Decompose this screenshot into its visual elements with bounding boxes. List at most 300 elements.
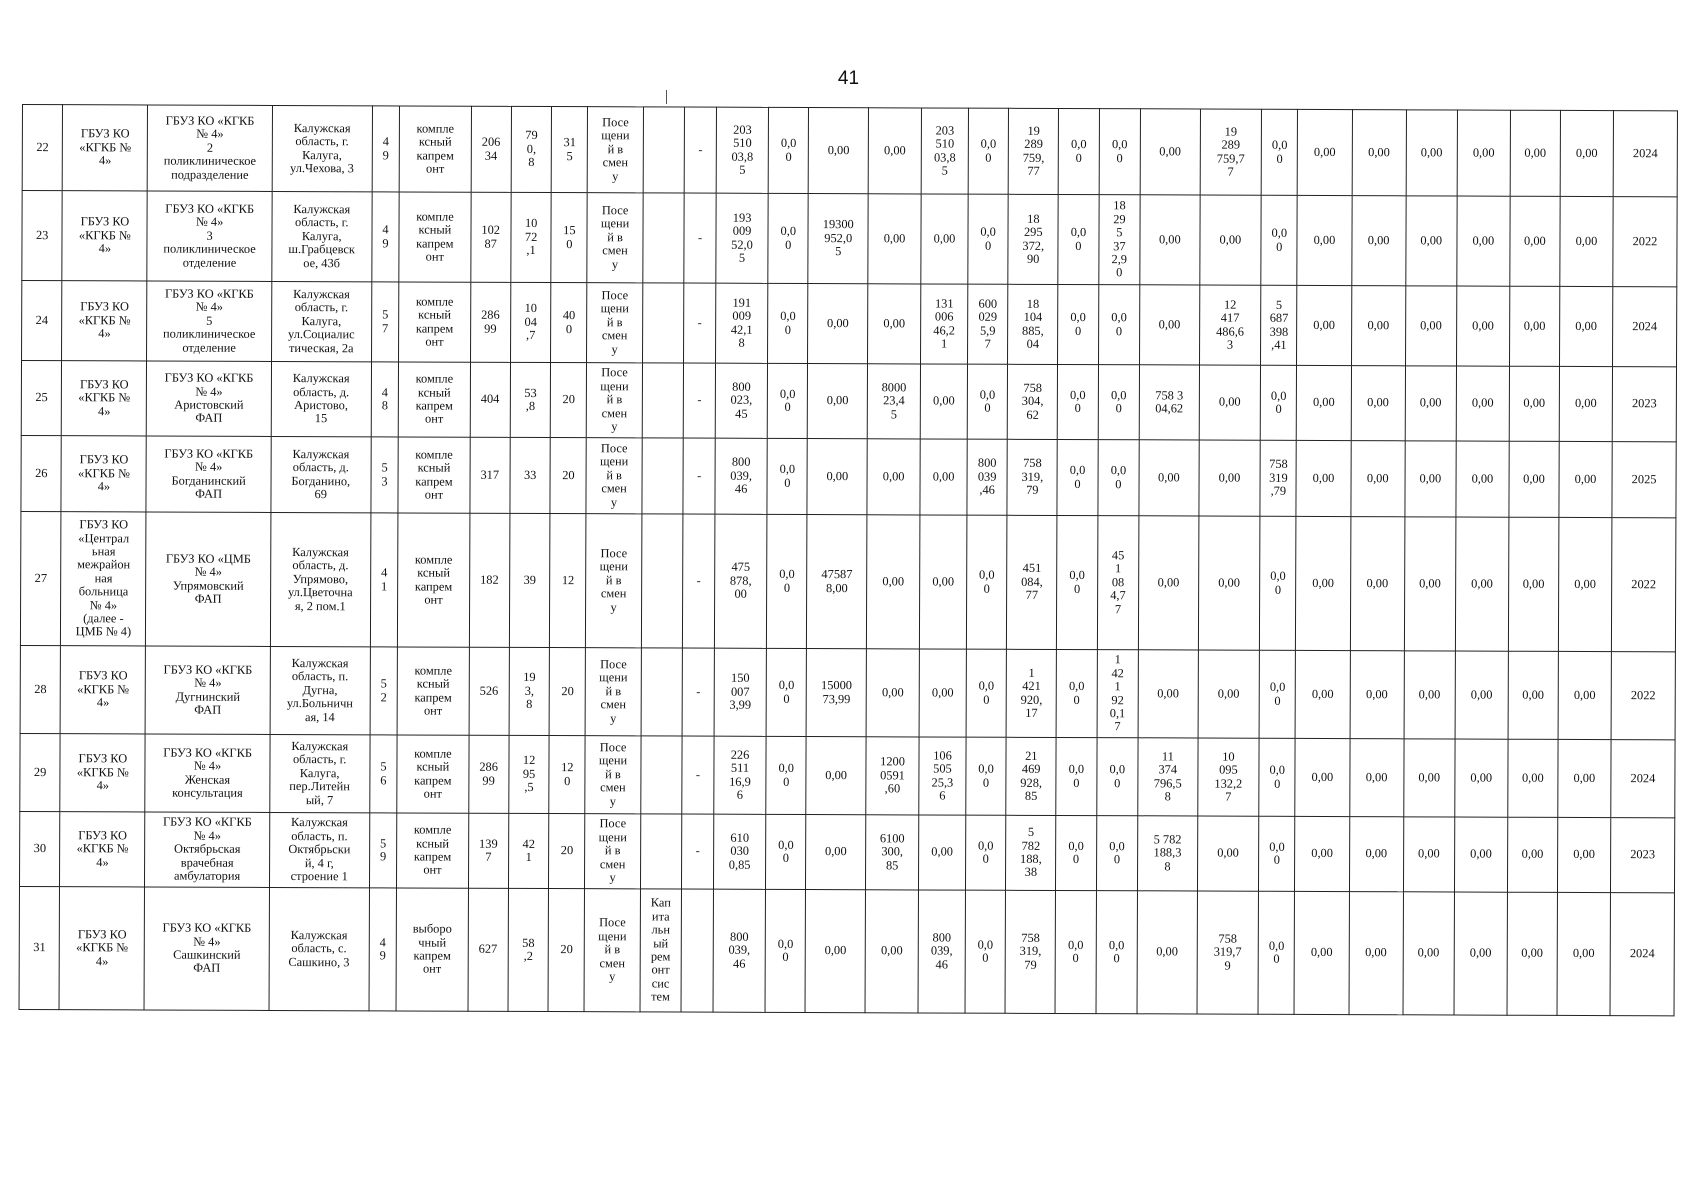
cell-object-name: ГБУЗ КО «ЦМБ № 4» Упрямовский ФАП — [146, 512, 271, 646]
page-number: 41 — [837, 68, 860, 89]
cell-cost-2022: 15000 73,99 — [807, 649, 867, 737]
cell-area: 526 — [469, 647, 510, 735]
cell-other-6: 0,00 — [1559, 441, 1612, 517]
cell-cost-total: 610 030 0,85 — [714, 814, 766, 889]
table-row — [21, 435, 1676, 517]
cell-cost-total: 800 023, 45 — [715, 363, 767, 438]
cell-capacity-unit: Посе щени й в смен у — [585, 814, 641, 889]
table-row — [21, 361, 1676, 442]
cell-other-6: 0,00 — [1558, 739, 1611, 817]
cell-fed-total: 21 469 928, 85 — [1006, 737, 1056, 815]
cell-other-1: 0,00 — [1294, 891, 1349, 1014]
cell-other-3: 0,00 — [1404, 517, 1456, 651]
cell-cost-2025: 600 029 5,9 7 — [967, 284, 1008, 364]
cell-capacity: 20 — [550, 438, 586, 514]
cell-other-6: 0,00 — [1560, 196, 1613, 286]
cell-capacity: 31 5 — [551, 107, 587, 193]
cell-repair-type: компле ксный капрем онт — [399, 282, 471, 362]
cell-fed-2024: 19 289 759,7 7 — [1200, 109, 1262, 195]
cell-subtype — [643, 193, 685, 283]
table-row — [19, 886, 1674, 1015]
cell-cost-2025: 0,0 0 — [966, 649, 1007, 737]
cell-other-1: 0,00 — [1297, 365, 1351, 440]
scan-mark — [666, 90, 667, 104]
cell-fed-2022: 0,0 0 — [1096, 891, 1138, 1014]
cell-object-name: ГБУЗ КО «КГКБ № 4» Аристовский ФАП — [147, 361, 272, 436]
cell-marker: - — [682, 648, 714, 736]
cell-fed-2024: 0,00 — [1199, 195, 1261, 285]
cell-capacity-unit: Посе щени й в смен у — [587, 283, 643, 363]
cell-floors: 4 9 — [369, 888, 397, 1011]
cell-other-5: 0,00 — [1508, 517, 1558, 651]
cell-fed-2025: 5 687 398 ,41 — [1261, 285, 1297, 365]
cell-cost-total: 191 009 42,1 8 — [716, 283, 768, 363]
cell-address: Калужская область, д. Аристово, 15 — [271, 361, 371, 436]
cell-fed-total: 451 084, 77 — [1007, 515, 1057, 649]
cell-org-name: ГБУЗ КО «Централ ьная межрайон ная больница № 4» (далее - ЦМБ № 4) — [61, 512, 147, 646]
cell-object-name: ГБУЗ КО «КГКБ № 4» Женская консультация — [145, 734, 270, 812]
cell-marker: - — [682, 814, 714, 889]
cell-fed-total: 5 782 188, 38 — [1006, 815, 1056, 890]
cell-other-5: 0,00 — [1509, 441, 1559, 517]
cell-volume: 33 — [510, 437, 551, 513]
cell-other-4: 0,00 — [1455, 517, 1509, 651]
cell-other-4: 0,00 — [1455, 739, 1508, 817]
cell-completion-year: 2023 — [1612, 367, 1676, 442]
cell-object-name: ГБУЗ КО «КГКБ № 4» Дугнинский ФАП — [146, 646, 271, 734]
cell-fed-2024: 0,00 — [1197, 816, 1259, 891]
cell-other-4: 0,00 — [1454, 817, 1507, 892]
cell-other-6: 0,00 — [1557, 817, 1610, 892]
table-row — [22, 105, 1677, 197]
cell-marker: - — [683, 514, 715, 648]
cell-fed-2022: 1 42 1 92 0,1 7 — [1097, 650, 1139, 738]
cell-fed-2025: 0,0 0 — [1258, 891, 1295, 1014]
cell-other-3: 0,00 — [1404, 739, 1455, 817]
cell-fed-2023: 0,00 — [1140, 285, 1200, 365]
cell-fed-a: 0,0 0 — [1057, 515, 1098, 649]
cell-org-name: ГБУЗ КО «КГКБ № 4» — [62, 361, 147, 436]
cell-org-name: ГБУЗ КО «КГКБ № 4» — [63, 105, 148, 191]
cell-cost-a: 0,0 0 — [767, 438, 808, 514]
cell-subtype — [641, 648, 683, 736]
cell-address: Калужская область, п. Октябрьски й, 4 г, строение 1 — [269, 812, 369, 887]
cell-volume: 12 95 ,5 — [509, 735, 550, 813]
cell-completion-year: 2022 — [1613, 197, 1677, 287]
cell-other-3: 0,00 — [1406, 196, 1457, 286]
cell-fed-a: 0,0 0 — [1058, 284, 1099, 364]
cell-other-5: 0,00 — [1509, 286, 1559, 366]
cell-cost-2022: 19300 952,0 5 — [808, 194, 868, 284]
cell-subtype — [642, 283, 684, 363]
cell-cost-2025: 0,0 0 — [965, 815, 1006, 890]
cell-cost-2022: 0,00 — [808, 364, 868, 439]
cell-row-number: 24 — [22, 281, 63, 361]
cell-cost-a: 0,0 0 — [766, 736, 807, 814]
cell-fed-2025: 0,0 0 — [1259, 738, 1295, 816]
cell-fed-2025: 0,0 0 — [1260, 516, 1297, 650]
cell-other-4: 0,00 — [1456, 366, 1509, 441]
cell-capacity: 20 — [551, 363, 587, 438]
cell-cost-a: 0,0 0 — [766, 814, 807, 889]
cell-completion-year: 2024 — [1613, 287, 1677, 367]
cell-cost-total: 193 009 52,0 5 — [716, 193, 768, 283]
cell-volume: 42 1 — [508, 813, 549, 888]
cell-fed-2025: 0,0 0 — [1261, 195, 1297, 285]
cell-fed-2023: 0,00 — [1138, 650, 1198, 738]
cell-other-5: 0,00 — [1508, 739, 1558, 817]
cell-cost-2025: 0,0 0 — [968, 108, 1009, 194]
cell-fed-2023: 0,00 — [1137, 891, 1197, 1014]
cell-fed-2023: 0,00 — [1139, 516, 1199, 650]
cell-other-3: 0,00 — [1403, 892, 1454, 1015]
cell-capacity: 15 0 — [551, 193, 587, 283]
cell-marker: - — [684, 107, 716, 193]
cell-fed-a: 0,0 0 — [1055, 890, 1096, 1013]
cell-volume: 10 72 ,1 — [511, 192, 552, 282]
cell-fed-2023: 758 3 04,62 — [1139, 365, 1199, 440]
cell-fed-2025: 758 319 ,79 — [1260, 440, 1296, 516]
cell-row-number: 27 — [20, 511, 61, 645]
cell-other-1: 0,00 — [1297, 285, 1352, 365]
cell-object-name: ГБУЗ КО «КГКБ № 4» 2 поликлиническое подразделение — [148, 105, 273, 191]
cell-repair-type: компле ксный капрем онт — [399, 362, 470, 437]
cell-marker: - — [683, 363, 715, 438]
cell-volume: 39 — [509, 513, 550, 647]
cell-cost-2023: 8000 23,4 5 — [867, 364, 920, 439]
cell-volume: 10 04 ,7 — [510, 282, 551, 362]
cell-other-6: 0,00 — [1559, 366, 1612, 441]
cell-capacity: 20 — [548, 889, 585, 1012]
cell-object-name: ГБУЗ КО «КГКБ № 4» 3 поликлиническое отделение — [147, 191, 272, 281]
cell-cost-2024: 106 505 25,3 6 — [919, 737, 966, 815]
cell-fed-2025: 0,0 0 — [1260, 365, 1296, 440]
cell-row-number: 23 — [22, 191, 63, 281]
cell-cost-2022: 0,00 — [806, 890, 866, 1013]
cell-capacity-unit: Посе щени й в смен у — [588, 107, 644, 193]
cell-cost-2025: 0,0 0 — [967, 364, 1008, 439]
cell-cost-2024: 0,00 — [919, 649, 966, 737]
cell-capacity-unit: Посе щени й в смен у — [587, 193, 643, 283]
cell-other-2: 0,00 — [1351, 196, 1406, 286]
cell-address: Калужская область, г. Калуга, ул.Социалис тическая, 2а — [271, 281, 371, 361]
cell-fed-2023: 0,00 — [1140, 195, 1200, 285]
cell-row-number: 22 — [22, 105, 63, 191]
cell-repair-type: компле ксный капрем онт — [397, 813, 468, 888]
cell-object-name: ГБУЗ КО «КГКБ № 4» 5 поликлиническое отделение — [147, 281, 272, 361]
cell-area: 286 99 — [468, 735, 509, 813]
cell-volume: 79 0, 8 — [511, 106, 552, 192]
cell-capacity: 20 — [549, 648, 585, 736]
cell-fed-2022: 0,0 0 — [1098, 285, 1140, 365]
cell-org-name: ГБУЗ КО «КГКБ № 4» — [62, 281, 147, 361]
cell-other-5: 0,00 — [1509, 366, 1559, 441]
cell-fed-2022: 0,0 0 — [1096, 738, 1138, 816]
cell-cost-2024: 800 039, 46 — [918, 890, 965, 1013]
cell-fed-a: 0,0 0 — [1056, 815, 1097, 890]
cell-other-2: 0,00 — [1349, 739, 1404, 817]
cell-address: Калужская область, г. Калуга, пер.Литейн ый, 7 — [270, 734, 370, 812]
cell-fed-2024: 0,00 — [1198, 516, 1260, 650]
cell-capacity-unit: Посе щени й в смен у — [586, 438, 642, 514]
cell-cost-2022: 47587 8,00 — [807, 515, 867, 649]
cell-org-name: ГБУЗ КО «КГКБ № 4» — [62, 191, 147, 281]
cell-other-2: 0,00 — [1351, 441, 1405, 517]
cell-cost-2023: 0,00 — [867, 439, 920, 515]
cell-cost-2025: 0,0 0 — [965, 890, 1006, 1013]
cell-other-4: 0,00 — [1455, 651, 1508, 739]
cell-other-5: 0,00 — [1507, 817, 1557, 892]
cell-floors: 5 9 — [369, 813, 397, 888]
cell-address: Калужская область, г. Калуга, ул.Чехова, 3 — [272, 105, 372, 191]
cell-other-3: 0,00 — [1406, 110, 1457, 196]
table-row — [20, 645, 1675, 739]
cell-area: 182 — [469, 513, 510, 647]
cell-subtype — [640, 814, 682, 889]
cell-other-2: 0,00 — [1349, 817, 1403, 892]
cell-cost-2022: 0,00 — [809, 108, 869, 194]
cell-fed-total: 19 289 759, 77 — [1008, 108, 1058, 194]
cell-other-3: 0,00 — [1405, 441, 1456, 517]
cell-cost-total: 150 007 3,99 — [714, 648, 766, 736]
cell-other-1: 0,00 — [1295, 650, 1350, 738]
cell-fed-2022: 18 29 5 37 2,9 0 — [1098, 195, 1140, 285]
cell-fed-2025: 0,0 0 — [1259, 816, 1295, 891]
cell-cost-a: 0,0 0 — [767, 514, 808, 648]
cell-cost-2024: 131 006 46,2 1 — [921, 284, 968, 364]
cell-capacity: 12 0 — [549, 736, 585, 814]
cell-other-2: 0,00 — [1351, 286, 1406, 366]
cell-marker — [681, 889, 713, 1012]
cell-row-number: 28 — [20, 645, 61, 733]
cell-area: 139 7 — [468, 813, 509, 888]
cell-other-2: 0,00 — [1350, 517, 1405, 651]
cell-floors: 4 9 — [372, 106, 400, 192]
cell-other-1: 0,00 — [1295, 816, 1349, 891]
cell-row-number: 26 — [21, 435, 62, 511]
cell-capacity-unit: Посе щени й в смен у — [586, 514, 642, 648]
cell-volume: 53 ,8 — [510, 362, 551, 437]
cell-cost-2023: 0,00 — [868, 108, 921, 194]
cell-fed-2024: 12 417 486,6 3 — [1199, 285, 1261, 365]
cell-other-1: 0,00 — [1297, 195, 1352, 285]
cell-capacity-unit: Посе щени й в смен у — [586, 648, 642, 736]
cell-cost-2024: 0,00 — [919, 815, 966, 890]
cell-subtype — [642, 363, 684, 438]
cell-repair-type: компле ксный капрем онт — [399, 192, 471, 282]
cell-marker: - — [682, 736, 714, 814]
cell-cost-2023: 0,00 — [866, 515, 920, 649]
cell-object-name: ГБУЗ КО «КГКБ № 4» Сашкинский ФАП — [144, 887, 269, 1010]
cell-subtype — [641, 514, 683, 648]
table-row — [22, 191, 1677, 287]
cell-row-number: 29 — [20, 733, 61, 811]
cell-fed-2025: 0,0 0 — [1259, 650, 1295, 738]
cell-cost-a: 0,0 0 — [766, 648, 807, 736]
cell-completion-year: 2024 — [1611, 740, 1675, 818]
cell-floors: 5 3 — [371, 437, 399, 513]
cell-capacity-unit: Посе щени й в смен у — [587, 363, 643, 438]
cell-fed-2023: 0,00 — [1140, 109, 1200, 195]
cell-other-6: 0,00 — [1559, 286, 1612, 366]
cell-subtype — [642, 438, 684, 514]
cell-fed-2023: 5 782 188,3 8 — [1138, 816, 1198, 891]
cell-subtype: Кап ита льн ый рем онт сис тем — [640, 889, 682, 1012]
cell-other-3: 0,00 — [1405, 366, 1456, 441]
cell-capacity-unit: Посе щени й в смен у — [584, 889, 640, 1012]
cell-cost-total: 475 878, 00 — [714, 514, 767, 648]
cell-volume: 58 ,2 — [508, 888, 549, 1011]
cell-completion-year: 2023 — [1611, 818, 1675, 893]
cell-org-name: ГБУЗ КО «КГКБ № 4» — [60, 734, 145, 812]
cell-subtype — [643, 107, 685, 193]
cell-other-1: 0,00 — [1298, 109, 1353, 195]
cell-repair-type: компле ксный капрем онт — [399, 106, 471, 192]
cell-repair-type: компле ксный капрем онт — [397, 735, 469, 813]
table-sheet — [18, 104, 1678, 1092]
cell-fed-2024: 0,00 — [1199, 440, 1261, 516]
cell-fed-total: 1 421 920, 17 — [1006, 649, 1056, 737]
cell-other-1: 0,00 — [1295, 738, 1350, 816]
cell-address: Калужская область, д. Богданино, 69 — [271, 436, 371, 512]
cell-other-2: 0,00 — [1352, 110, 1407, 196]
cell-other-1: 0,00 — [1296, 516, 1351, 650]
cell-address: Калужская область, г. Калуга, ш.Грабцевск ое, 43б — [272, 191, 372, 281]
cell-object-name: ГБУЗ КО «КГКБ № 4» Богданинский ФАП — [146, 436, 271, 512]
cell-other-4: 0,00 — [1456, 286, 1509, 366]
cell-cost-2024: 0,00 — [921, 194, 968, 284]
cell-fed-2022: 45 1 08 4,7 7 — [1097, 516, 1139, 650]
cell-completion-year: 2022 — [1611, 652, 1675, 740]
cell-row-number: 31 — [19, 886, 60, 1009]
cell-marker: - — [684, 283, 716, 363]
cell-completion-year: 2024 — [1613, 111, 1677, 197]
table-row — [20, 733, 1675, 817]
cell-cost-2024: 203 510 03,8 5 — [921, 108, 968, 194]
cell-fed-a: 0,0 0 — [1057, 439, 1098, 515]
cell-fed-2023: 11 374 796,5 8 — [1138, 738, 1198, 816]
cell-org-name: ГБУЗ КО «КГКБ № 4» — [60, 646, 145, 734]
cell-cost-a: 0,0 0 — [768, 283, 809, 363]
capital-repair-table — [19, 104, 1678, 1016]
cell-cost-2022: 0,00 — [808, 284, 868, 364]
cell-other-2: 0,00 — [1350, 651, 1405, 739]
cell-capacity-unit: Посе щени й в смен у — [585, 736, 641, 814]
cell-fed-a: 0,0 0 — [1058, 194, 1099, 284]
cell-cost-2024: 0,00 — [920, 515, 967, 649]
cell-other-4: 0,00 — [1457, 110, 1510, 196]
cell-fed-total: 758 319, 79 — [1005, 890, 1055, 1013]
cell-fed-2024: 10 095 132,2 7 — [1197, 738, 1259, 816]
cell-other-4: 0,00 — [1456, 441, 1509, 517]
cell-fed-total: 18 104 885, 04 — [1008, 284, 1058, 364]
cell-other-2: 0,00 — [1351, 366, 1405, 441]
cell-fed-2025: 0,0 0 — [1261, 109, 1297, 195]
cell-fed-2022: 0,0 0 — [1099, 109, 1141, 195]
cell-row-number: 30 — [19, 811, 60, 886]
cell-floors: 4 9 — [372, 192, 400, 282]
cell-floors: 5 2 — [370, 647, 398, 735]
cell-cost-2023: 6100 300, 85 — [865, 815, 918, 890]
cell-cost-2025: 0,0 0 — [966, 515, 1007, 649]
cell-completion-year: 2022 — [1611, 518, 1675, 652]
cell-floors: 5 6 — [369, 735, 397, 813]
cell-other-5: 0,00 — [1510, 196, 1560, 286]
cell-cost-2023: 1200 0591 ,60 — [866, 737, 919, 815]
cell-fed-total: 758 319, 79 — [1007, 439, 1057, 515]
cell-cost-2022: 0,00 — [807, 439, 867, 515]
cell-cost-2023: 0,00 — [868, 194, 921, 284]
cell-cost-2023: 0,00 — [865, 890, 919, 1013]
cell-repair-type: компле ксный капрем онт — [398, 513, 470, 647]
cell-completion-year: 2024 — [1610, 893, 1674, 1016]
cell-fed-2022: 0,0 0 — [1098, 440, 1140, 516]
cell-cost-total: 203 510 03,8 5 — [716, 107, 768, 193]
cell-other-4: 0,00 — [1454, 892, 1508, 1015]
cell-repair-type: выборо чный капрем онт — [396, 888, 468, 1011]
cell-cost-a: 0,0 0 — [768, 193, 809, 283]
cell-marker: - — [683, 438, 715, 514]
cell-cost-2022: 0,00 — [806, 815, 866, 890]
cell-other-2: 0,00 — [1349, 892, 1404, 1015]
cell-other-5: 0,00 — [1507, 892, 1557, 1015]
cell-fed-2024: 0,00 — [1199, 365, 1261, 440]
cell-area: 627 — [468, 888, 509, 1011]
cell-other-4: 0,00 — [1457, 196, 1510, 286]
cell-fed-2024: 0,00 — [1198, 650, 1260, 738]
cell-fed-a: 0,0 0 — [1056, 649, 1097, 737]
cell-fed-2024: 758 319,7 9 — [1197, 891, 1259, 1014]
cell-cost-2023: 0,00 — [868, 284, 921, 364]
cell-cost-a: 0,0 0 — [765, 889, 806, 1012]
cell-cost-total: 226 511 16,9 6 — [714, 736, 766, 814]
cell-fed-2022: 0,0 0 — [1096, 816, 1138, 891]
cell-area: 102 87 — [470, 192, 511, 282]
cell-marker: - — [684, 193, 716, 283]
table-row — [22, 281, 1677, 367]
cell-other-6: 0,00 — [1558, 517, 1612, 651]
cell-cost-2025: 0,0 0 — [968, 194, 1009, 284]
cell-other-5: 0,00 — [1508, 651, 1558, 739]
cell-fed-total: 18 295 372, 90 — [1008, 194, 1058, 284]
cell-org-name: ГБУЗ КО «КГКБ № 4» — [59, 887, 145, 1010]
cell-completion-year: 2025 — [1612, 442, 1676, 518]
cell-other-5: 0,00 — [1510, 110, 1560, 196]
cell-other-3: 0,00 — [1403, 817, 1454, 892]
cell-area: 317 — [469, 437, 510, 513]
cell-other-6: 0,00 — [1560, 110, 1613, 196]
cell-fed-total: 758 304, 62 — [1008, 364, 1058, 439]
cell-fed-a: 0,0 0 — [1057, 364, 1098, 439]
cell-address: Калужская область, с. Сашкино, 3 — [269, 887, 369, 1010]
cell-area: 404 — [470, 362, 511, 437]
cell-org-name: ГБУЗ КО «КГКБ № 4» — [61, 436, 146, 512]
cell-capacity: 40 0 — [551, 283, 587, 363]
cell-floors: 4 8 — [371, 362, 399, 437]
cell-cost-2025: 800 039 ,46 — [967, 439, 1008, 515]
cell-object-name: ГБУЗ КО «КГКБ № 4» Октябрьская врачебная амбулатория — [145, 812, 270, 887]
table-row — [19, 811, 1674, 892]
cell-cost-total: 800 039, 46 — [715, 438, 767, 514]
cell-address: Калужская область, п. Дугна, ул.Больничн ая, 14 — [270, 646, 370, 734]
cell-repair-type: компле ксный капрем онт — [397, 647, 469, 735]
cell-area: 206 34 — [471, 106, 512, 192]
cell-capacity: 20 — [549, 814, 585, 889]
cell-cost-2023: 0,00 — [866, 649, 919, 737]
cell-repair-type: компле ксный капрем онт — [398, 437, 469, 513]
cell-fed-2022: 0,0 0 — [1098, 365, 1140, 440]
cell-subtype — [640, 736, 682, 814]
